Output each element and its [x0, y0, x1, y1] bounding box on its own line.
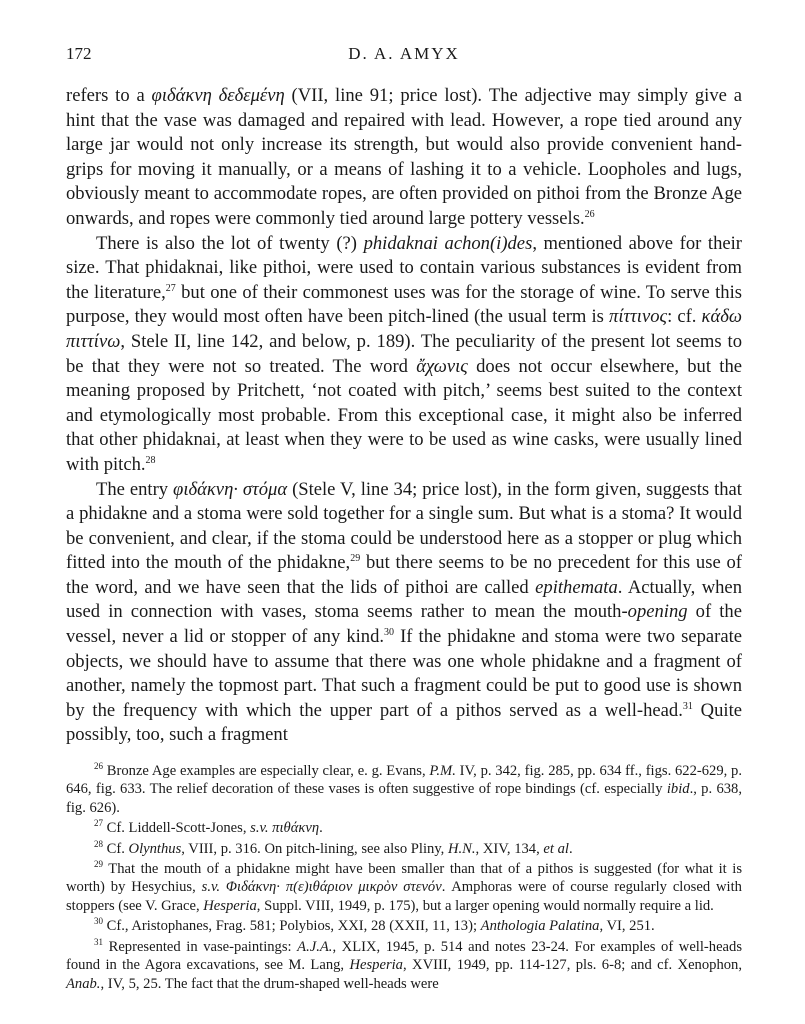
body-text	[66, 84, 742, 748]
italic-term: phidaknai achon(i)des	[363, 232, 533, 254]
running-head	[66, 44, 742, 70]
italic-term: epithemata	[535, 576, 618, 598]
footnote-27: $^{27}$ Cf. Liddell-Scott-Jones, s.v. πιθάκνη.	[94, 818, 323, 837]
footnote-31: $^{31}$ Represented in vase-paintings: A.J.A., XLIX, 1945, p. 514 and notes 23-24. For examples of well-heads found in the Agora excavations, see M. Lang, Hesperia, XVIII, 1949, pp. 114-127, pls. 6-8; and cf. Xenophon, Anab., IV, 5, 25. The fact that the drum-shaped well-heads were	[66, 936, 742, 992]
page	[66, 44, 742, 993]
footnote-ref-31: 31	[682, 700, 693, 712]
running-head-author: D. A. AMYX	[348, 44, 460, 63]
italic-term: opening	[627, 601, 688, 623]
greek-phrase: κάδω πιττίνω	[66, 306, 742, 352]
footnote-ref-29: 29	[350, 553, 361, 565]
footnote-ref-30: 30	[384, 626, 395, 638]
footnote-30: $^{30}$ Cf., Aristophanes, Frag. 581; Polybios, XXI, 28 (XXII, 11, 13); Anthologia Palatina, VI, 251.	[94, 916, 655, 935]
page-number: 172	[66, 44, 92, 63]
footnote-ref-27: 27	[165, 282, 176, 294]
greek-phrase: φιδάκνη· στόμα	[173, 478, 288, 500]
footnote-26: $^{26}$ Bronze Age examples are especially clear, e. g. Evans, P.M. IV, p. 342, fig. 285, pp. 634 ff., figs. 622-629, p. 646, fig. 633. The relief decoration of these vases is often suggestive of rope bindings (cf. especially ibid., p. 638, fig. 626).	[66, 761, 743, 816]
footnote-29: $^{29}$ That the mouth of a phidakne might have been smaller than that of a pithos is suggested (for what it is worth) by Hesychius, s.v. Φιδάκνη· π(ε)ιθάριον μικρὸν στενόν. Amphoras were of course regularly closed with stoppers (see V. Grace, Hesperia, Suppl. VIII, 1949, p. 175), but a larger opening would normally require a lid.	[66, 859, 742, 914]
footnote-ref-28: 28	[145, 454, 156, 466]
greek-term: πίττινος	[609, 306, 668, 328]
greek-term: ἄχωνις	[416, 355, 468, 377]
paragraph-1: refers to a φιδάκνη δεδεμένη (VII, line 91; price lost). The adjective may simply give a hint that the vase was damaged and repaired with lead. However, a rope tied around any large jar would not only increase its strength, but would also provide convenient hand-grips for moving it manually, or a means of lashing it to a vehicle. Loopholes and lugs, obviously meant to accommodate ropes, are often provided on pithoi from the Bronze Age onwards, and ropes were commonly tied around large pottery vessels.$^{26}$	[66, 85, 742, 229]
footnote-ref-26: 26	[584, 208, 595, 220]
paragraph-2: There is also the lot of twenty (?) phidaknai achon(i)des, mentioned above for their size. That phidaknai, like pithoi, were used to contain various substances is evident from the literature,$^{27}$ but one of their commonest uses was for the storage of wine. To serve this purpose, they would most often have been pitch-lined (the usual term is πίττινος: cf. κάδω πιττίνω, Stele II, line 142, and below, p. 189). The peculiarity of the present lot seems to be that they were not so treated. The word ἄχωνις does not occur elsewhere, but the meaning proposed by Pritchett, ‘not coated with pitch,’ seems best suited to the context and etymologically most probable. From this exceptional case, it might also be inferred that other phidaknai, at least when they were to be used as wine casks, were usually lined with pitch.$^{28}$	[66, 232, 742, 475]
greek-phrase: φιδάκνη δεδεμένη	[151, 85, 285, 106]
footnote-28: $^{28}$ Cf. Olynthus, VIII, p. 316. On pitch-lining, see also Pliny, H.N., XIV, 134, et al.	[94, 838, 573, 857]
footnotes	[66, 762, 742, 993]
paragraph-3: The entry φιδάκνη· στόμα (Stele V, line 34; price lost), in the form given, suggests that a phidakne and a stoma were sold together for a single sum. But what is a stoma? It would be convenient, and clear, if the stoma could be understood here as a stopper or plug which fitted into the mouth of the phidakne,$^{29}$ but there seems to be no precedent for this use of the word, and we have seen that the lids of pithoi are called epithemata. Actually, when used in connection with vases, stoma seems rather to mean the mouth-opening of the vessel, never a lid or stopper of any kind.$^{30}$ If the phidakne and stoma were two separate objects, we should have to assume that there was one whole phidakne and a fragment of another, namely the topmost part. That such a fragment could be put to good use is shown by the frequency with which the upper part of a pithos served as a well-head.$^{31}$ Quite possibly, too, such a fragment	[66, 478, 742, 746]
